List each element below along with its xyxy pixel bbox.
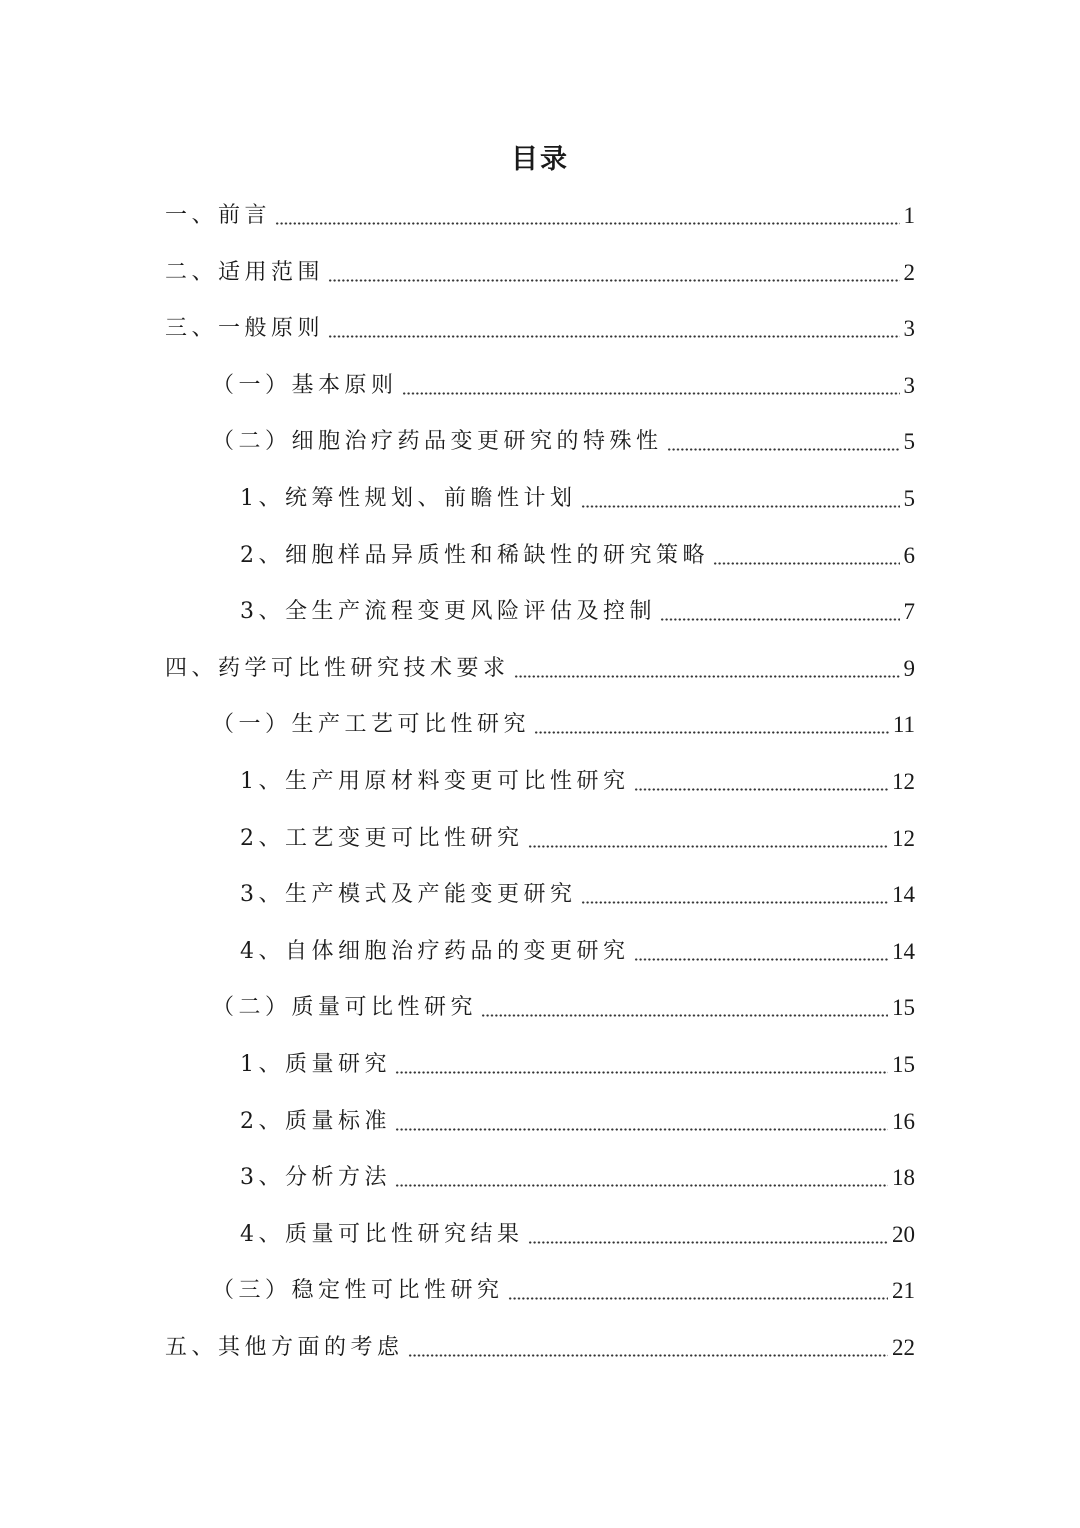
dot-leader (713, 562, 900, 565)
toc-entry-text: 4、质量可比性研究结果 (240, 1222, 524, 1247)
dot-leader (395, 1128, 888, 1131)
toc-page-number: 2 (903, 260, 915, 285)
dot-leader (395, 1184, 888, 1187)
dot-leader (528, 845, 889, 848)
toc-entry-text: 四、药学可比性研究技术要求 (165, 656, 510, 681)
toc-entry-4-2-2[interactable] (240, 1104, 915, 1140)
dot-leader (634, 958, 889, 961)
toc-entry-4-2-1[interactable] (240, 1047, 915, 1083)
toc-entry-4-2-4[interactable] (240, 1217, 915, 1253)
dot-leader (408, 1354, 888, 1357)
toc-entry-4-1-3[interactable] (240, 877, 915, 913)
toc-entry-5[interactable] (165, 1330, 915, 1366)
toc-page-number: 21 (892, 1278, 915, 1303)
toc-entry-1[interactable] (165, 198, 915, 234)
toc-entry-text: 2、质量标准 (240, 1109, 391, 1134)
toc-page-number: 3 (903, 373, 915, 398)
toc-page-number: 12 (892, 769, 915, 794)
toc-entry-3[interactable] (165, 311, 915, 347)
toc-entry-3-2-1[interactable] (240, 481, 915, 517)
toc-page-number: 18 (892, 1165, 915, 1190)
toc-entry-3-2-2[interactable] (240, 538, 915, 574)
dot-leader (275, 222, 899, 225)
toc-entry-4-2[interactable] (212, 990, 915, 1026)
toc-page-number: 6 (903, 543, 915, 568)
toc-page-number: 16 (892, 1109, 915, 1134)
toc-entry-3-2[interactable] (212, 424, 915, 460)
toc-entry-text: 2、工艺变更可比性研究 (240, 826, 524, 851)
toc-entry-text: 3、全生产流程变更风险评估及控制 (240, 599, 656, 624)
dot-leader (402, 392, 900, 395)
dot-leader (528, 1241, 889, 1244)
toc-page-number: 3 (903, 316, 915, 341)
toc-entry-text: 3、分析方法 (240, 1165, 391, 1190)
toc-page-number: 22 (892, 1335, 915, 1360)
toc-entry-4-1[interactable] (212, 707, 915, 743)
toc-entry-text: （二）细胞治疗药品变更研究的特殊性 (212, 429, 663, 454)
toc-entry-text: 4、自体细胞治疗药品的变更研究 (240, 939, 630, 964)
dot-leader (395, 1071, 888, 1074)
dot-leader (328, 279, 899, 282)
toc-page-number: 11 (892, 712, 915, 737)
toc-entry-text: 三、一般原则 (165, 316, 325, 341)
dot-leader (667, 448, 900, 451)
toc-entry-text: 1、统筹性规划、前瞻性计划 (240, 486, 577, 511)
dot-leader (581, 901, 889, 904)
dot-leader (481, 1014, 888, 1017)
toc-entry-4-1-1[interactable] (240, 764, 915, 800)
toc-page-number: 9 (903, 656, 915, 681)
toc-entry-3-1[interactable] (212, 368, 915, 404)
toc-entry-4-3[interactable] (212, 1273, 915, 1309)
toc-page-number: 5 (903, 429, 915, 454)
page-title: 目录 (511, 144, 569, 175)
toc-entry-text: （三）稳定性可比性研究 (212, 1278, 504, 1303)
toc-entry-text: 一、前言 (165, 203, 272, 228)
toc-entry-2[interactable] (165, 255, 915, 291)
dot-leader (660, 618, 900, 621)
toc-entry-text: 3、生产模式及产能变更研究 (240, 882, 577, 907)
toc-entry-text: 2、细胞样品异质性和稀缺性的研究策略 (240, 543, 709, 568)
dot-leader (634, 788, 889, 791)
toc-entry-text: 1、质量研究 (240, 1052, 391, 1077)
toc-page-number: 12 (892, 826, 915, 851)
toc-entry-text: （二）质量可比性研究 (212, 995, 478, 1020)
toc-page-number: 7 (903, 599, 915, 624)
toc-entry-4-1-2[interactable] (240, 821, 915, 857)
toc-page-number: 14 (892, 882, 915, 907)
dot-leader (508, 1297, 888, 1300)
toc-entry-4-2-3[interactable] (240, 1160, 915, 1196)
toc-entry-text: 1、生产用原材料变更可比性研究 (240, 769, 630, 794)
toc-page-number: 14 (892, 939, 915, 964)
toc-page-number: 20 (892, 1222, 915, 1247)
toc-entry-4[interactable] (165, 651, 915, 687)
dot-leader (328, 335, 899, 338)
toc-entry-text: 二、适用范围 (165, 260, 325, 285)
toc-entry-4-1-4[interactable] (240, 934, 915, 970)
toc-entry-text: （一）生产工艺可比性研究 (212, 712, 531, 737)
toc-page-number: 5 (903, 486, 915, 511)
toc-page-number: 15 (892, 995, 915, 1020)
toc-entry-text: （一）基本原则 (212, 373, 398, 398)
dot-leader (581, 505, 900, 508)
toc-page-number: 1 (903, 203, 915, 228)
toc-entry-3-2-3[interactable] (240, 594, 915, 630)
toc-page-number: 15 (892, 1052, 915, 1077)
toc-entry-text: 五、其他方面的考虑 (165, 1335, 404, 1360)
dot-leader (534, 731, 889, 734)
dot-leader (514, 675, 900, 678)
